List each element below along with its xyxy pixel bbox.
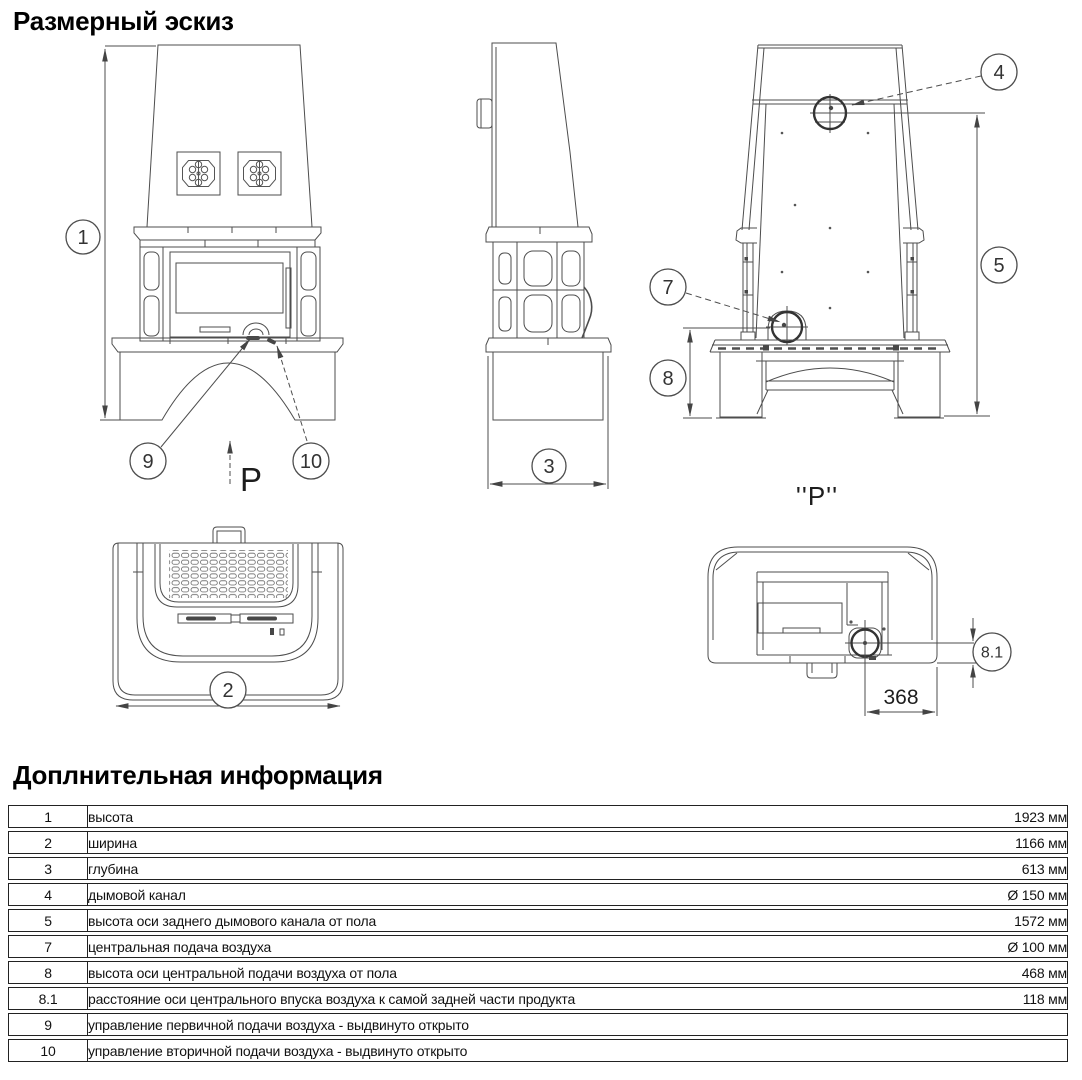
leader-7: [686, 293, 780, 322]
row-desc: управление первичной подачи воздуха - выдвинуто открыто: [88, 1013, 917, 1036]
row-value: 613 мм: [917, 857, 1068, 880]
row-num: 7: [8, 935, 88, 958]
table-row: [8, 909, 1068, 932]
callout-8: [650, 360, 686, 396]
p-direction-label: P: [240, 461, 263, 498]
rear-view-label: ''P'': [795, 481, 839, 511]
leader-10: [277, 346, 307, 441]
table-row: [8, 1039, 1068, 1062]
row-desc: глубина: [88, 857, 917, 880]
row-num: 2: [8, 831, 88, 854]
side-view: [477, 43, 611, 420]
dimension-air-inlet-height: [683, 328, 770, 418]
svg-text:2: 2: [222, 680, 234, 702]
row-num: 8: [8, 961, 88, 984]
svg-text:1: 1: [77, 227, 89, 249]
row-num: 3: [8, 857, 88, 880]
callout-8-1: [973, 633, 1011, 671]
rear-view: [710, 45, 950, 418]
callout-1: [66, 220, 100, 254]
table-row: [8, 805, 1068, 828]
row-value: Ø 150 мм: [917, 883, 1068, 906]
row-desc: центральная подача воздуха: [88, 935, 917, 958]
svg-text:9: 9: [142, 451, 154, 473]
table-row: [8, 857, 1068, 880]
row-value: 1923 мм: [917, 805, 1068, 828]
row-desc: дымовой канал: [88, 883, 917, 906]
svg-text:4: 4: [993, 62, 1005, 84]
callout-2: [210, 672, 246, 708]
row-desc: высота оси заднего дымового канала от пола: [88, 909, 917, 932]
callout-10: [293, 443, 329, 479]
front-view: [100, 45, 343, 420]
row-num: 1: [8, 805, 88, 828]
table-row: [8, 987, 1068, 1010]
table-row: [8, 883, 1068, 906]
row-desc: высота оси центральной подачи воздуха от пола: [88, 961, 917, 984]
row-desc: ширина: [88, 831, 917, 854]
info-table: [8, 802, 1068, 1065]
leader-4: [852, 76, 981, 105]
svg-text:8: 8: [662, 368, 674, 390]
row-num: 4: [8, 883, 88, 906]
table-row: [8, 961, 1068, 984]
row-desc: расстояние оси центрального впуска воздуха к самой задней части продукта: [88, 987, 917, 1010]
row-desc: управление вторичной подачи воздуха - выдвинуто открыто: [88, 1039, 917, 1062]
callout-9: [130, 443, 166, 479]
row-num: 9: [8, 1013, 88, 1036]
callout-3: [532, 449, 566, 483]
dim-368-label: 368: [883, 686, 919, 709]
bottom-view: [708, 547, 974, 678]
callout-4: [981, 54, 1017, 90]
callout-7: [650, 269, 686, 305]
svg-text:8.1: 8.1: [980, 644, 1004, 662]
svg-text:7: 7: [662, 277, 674, 299]
p-direction-arrow: [230, 441, 262, 498]
row-value: Ø 100 мм: [917, 935, 1068, 958]
row-num: 5: [8, 909, 88, 932]
row-value: 1572 мм: [917, 909, 1068, 932]
row-value: 118 мм: [917, 987, 1068, 1010]
svg-text:3: 3: [543, 456, 555, 478]
row-value: [917, 1013, 1068, 1036]
row-value: [917, 1039, 1068, 1062]
svg-text:10: 10: [299, 451, 323, 473]
leader-9: [161, 339, 250, 447]
row-num: 8.1: [8, 987, 88, 1010]
table-row: [8, 935, 1068, 958]
sketch-title: Размерный эскиз: [13, 6, 234, 36]
row-num: 10: [8, 1039, 88, 1062]
row-value: 468 мм: [917, 961, 1068, 984]
dimension-rear-flue-height: [847, 113, 990, 416]
table-row: [8, 831, 1068, 854]
row-value: 1166 мм: [917, 831, 1068, 854]
svg-text:5: 5: [993, 255, 1005, 277]
table-row: [8, 1013, 1068, 1036]
info-title: Доплнительная информация: [13, 760, 383, 790]
grille-slots: [169, 550, 288, 598]
dimension-height: [105, 46, 156, 418]
callout-5: [981, 247, 1017, 283]
row-desc: высота: [88, 805, 917, 828]
